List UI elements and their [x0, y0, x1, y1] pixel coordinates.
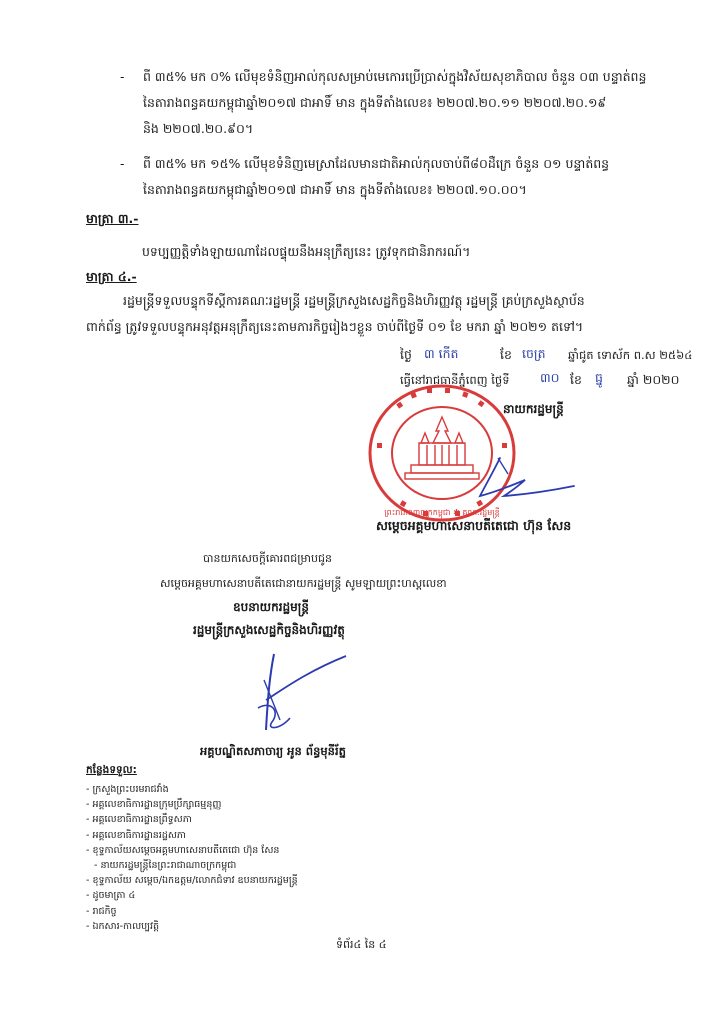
article-4-line-1: រដ្ឋមន្ត្រីទទួលបន្ទុកទីស្តីការគណៈរដ្ឋមន្ត្រី រដ្ឋមន្ត្រីក្រសួងសេដ្ឋកិច្ចនិងហិរញ្ញវត្ថុ រដ្ឋមន្ត្រី គ្រប់ក្រសួងស្ថាប័ន: [123, 293, 585, 308]
bullet-1-line-1: ពី ៣៥% មក ០% លើមុខទំនិញអាល់កុលសម្រាប់មេកោរប្រើប្រាស់ក្នុងវិស័យសុខាភិបាល ចំនួន ០៣ បន្ទាត់ពន្ធ: [143, 69, 647, 84]
minister-signature-icon: [246, 650, 356, 735]
list-item: - អគ្គលេខាធិការដ្ឋានព្រឹទ្ធសភា: [86, 812, 298, 827]
article-3-heading: មាត្រា ៣.-: [86, 211, 139, 226]
countersign-line-1: បានយកសេចក្តីគោរពជម្រាបជូន: [203, 552, 332, 565]
bullet-1-line-2: នៃតារាងពន្ធគយកម្ពុជាឆ្នាំ២០១៧ ជាអាទិ៍ មាន ក្នុងទីតាំងលេខ៖ ២២០៧.២០.១១ ២២០៧.២០.១៩: [143, 95, 607, 110]
list-item: - រាជកិច្ច: [86, 904, 298, 919]
date-lunar-day: ៣ កើត: [424, 346, 459, 361]
pm-name: សម្តេចអគ្គមហាសេនាបតីតេជោ ហ៊ុន សែន: [376, 518, 572, 533]
article-3-body: បទប្បញ្ញត្តិទាំងឡាយណាដែលផ្ទុយនឹងអនុក្រឹត្យនេះ ត្រូវទុកជានិរាករណ៍។: [142, 244, 471, 259]
list-item: - ក្រសួងព្រះបរមរាជវាំង: [86, 782, 298, 797]
list-item: - អគ្គលេខាធិការដ្ឋានក្រុមប្រឹក្សាធម្មនុញ្ញ: [86, 797, 298, 812]
list-item: - ឯកសារ-កាលប្បវត្តិ: [86, 919, 298, 934]
bullet-marker: -: [120, 156, 125, 171]
date-month-label: ខែ: [570, 372, 582, 387]
date-lunar-prefix: ថ្ងៃ: [400, 347, 412, 362]
countersign-title-2: រដ្ឋមន្ត្រីក្រសួងសេដ្ឋកិច្ចនិងហិរញ្ញវត្ថុ: [193, 623, 345, 637]
date-place: ធ្វើនៅរាជធានីភ្នំពេញ ថ្ងៃទី: [400, 373, 510, 387]
list-item: - អគ្គលេខាធិការដ្ឋានរដ្ឋសភា: [86, 828, 298, 843]
date-day: ៣០: [540, 370, 560, 385]
list-item: - ខុទ្ទកាល័យ សម្តេច/ឯកឧត្តម/លោកជំទាវ ឧបនាយករដ្ឋមន្ត្រី: [86, 873, 298, 888]
list-item: - ដូចមាត្រា ៤: [86, 888, 298, 903]
countersign-line-2: សម្តេចអគ្គមហាសេនាបតីតេជោនាយករដ្ឋមន្ត្រី សូមឡាយព្រះហស្តលេខា: [160, 577, 447, 590]
bullet-2-line-1: ពី ៣៥% មក ១៥% លើមុខទំនិញមេស្រាដែលមានជាតិអាល់កុលចាប់ពី៨០ដឺក្រេ ចំនួន ០១ បន្ទាត់ពន្ធ: [143, 156, 610, 171]
recipients-list: [86, 782, 298, 934]
bullet-marker: -: [120, 69, 125, 84]
date-month: ធ្នូ: [595, 370, 603, 385]
date-lunar-month: ចេត្រ: [522, 346, 546, 361]
date-year: ឆ្នាំ ២០២០: [627, 372, 680, 387]
list-item: - នាយករដ្ឋមន្ត្រីនៃព្រះរាជាណាចក្រកម្ពុជា: [86, 858, 298, 873]
article-4-line-2: ពាក់ព័ន្ធ ត្រូវទទួលបន្ទុកអនុវត្តអនុក្រឹត្យនេះតាមភារកិច្ចរៀងៗខ្លួន ចាប់ពីថ្ងៃទី ០១ ខែ មករា ឆ្នាំ ២០២១ តទៅ។: [86, 319, 584, 334]
bullet-2-line-2: នៃតារាងពន្ធគយកម្ពុជាឆ្នាំ២០១៧ ជាអាទិ៍ មាន ក្នុងទីតាំងលេខ៖ ២២០៧.១០.០០។: [143, 182, 527, 197]
seal-text: ព្រះរាជាណាចក្រកម្ពុជា ✱ គណៈរដ្ឋមន្ត្រី: [384, 508, 500, 517]
pm-signature-icon: [470, 452, 580, 502]
countersign-name: អគ្គបណ្ឌិតសភាចារ្យ អូន ព័ន្ធមុនីរ័ត្ន: [200, 744, 346, 758]
date-lunar-year: ឆ្នាំជូត ទោស័ក ព.ស ២៥៦៤: [568, 348, 693, 362]
recipients-heading: កន្លែងទទួល:: [86, 764, 137, 776]
countersign-title-1: ឧបនាយករដ្ឋមន្ត្រី: [233, 600, 309, 614]
bullet-1-line-3: និង ២២០៧.២០.៩០។: [143, 121, 254, 136]
date-lunar-month-label: ខែ: [500, 347, 512, 362]
article-4-heading: មាត្រា ៤.-: [86, 269, 137, 284]
pm-title: នាយករដ្ឋមន្ត្រី: [503, 402, 564, 416]
page-number: ទំព័រ៤ នៃ ៤: [336, 938, 387, 951]
list-item: - ខុទ្ទកាល័យសម្តេចអគ្គមហាសេនាបតីតេជោ ហ៊ុន សែន: [86, 843, 298, 858]
